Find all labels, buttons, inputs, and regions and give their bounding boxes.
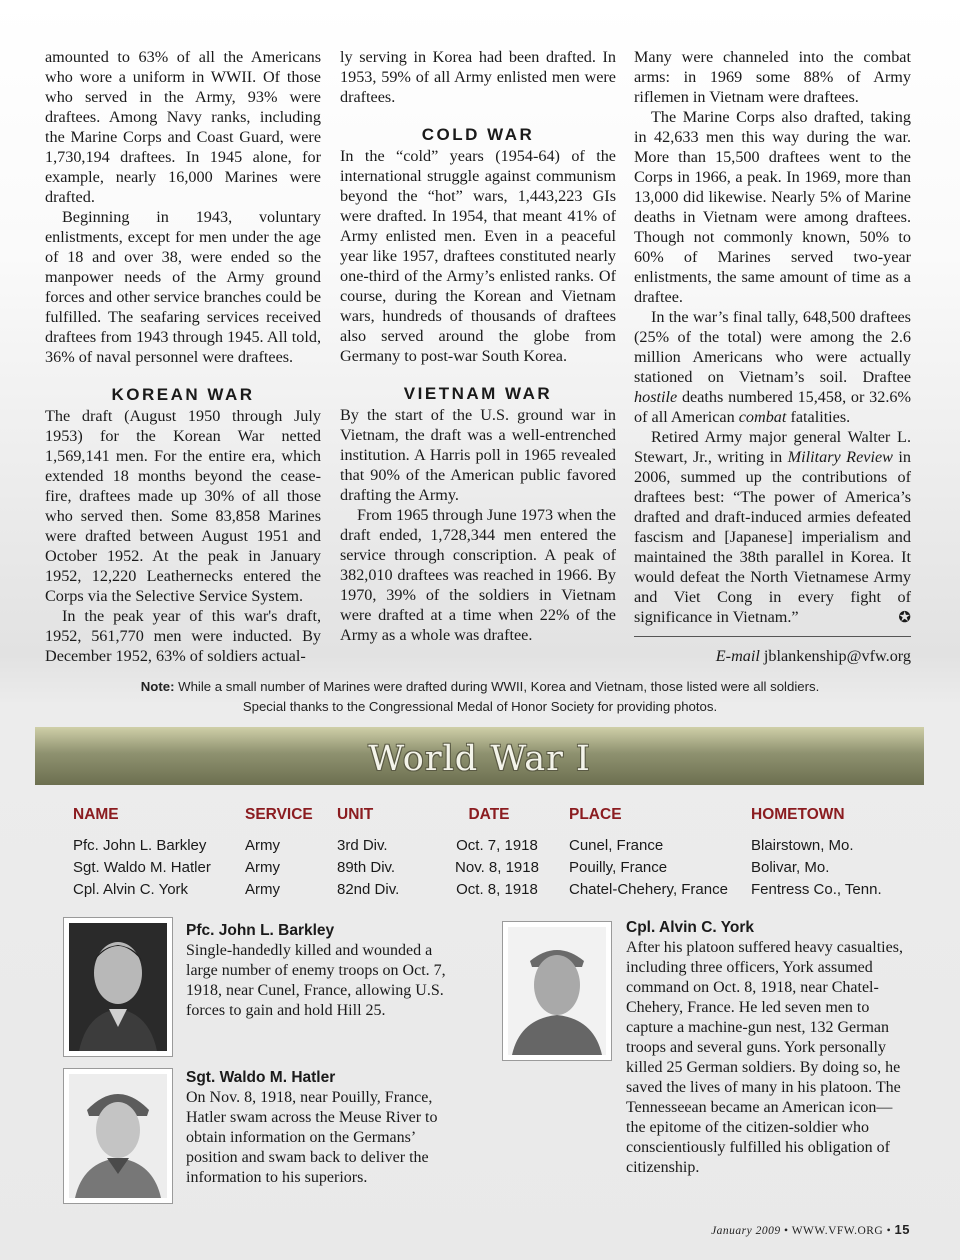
- cell-name: Sgt. Waldo M. Hatler: [73, 859, 211, 876]
- portrait-hatler-image: [69, 1074, 167, 1198]
- bio-name: Cpl. Alvin C. York: [626, 919, 755, 936]
- table-row: [73, 837, 933, 859]
- text-run: fatalities.: [786, 408, 851, 426]
- paragraph: In the “cold” years (1954-64) of the international struggle against communism beyond the “hot” wars, 1,443,223 GIs were drafted. In 1954, that meant 41% of Army enlisted men. Even in a peaceful year like 1957, draftees constituted nearly one-third of the Army’s enlisted ranks. Of course, during the Korean and Vietnam wars, hundreds of thousands of draftees also served around the globe from Germany to post-war South Korea.: [340, 147, 616, 365]
- cell-date: Nov. 8, 1918: [455, 859, 539, 876]
- article-column-2: [340, 47, 616, 645]
- bio-text: On Nov. 8, 1918, near Pouilly, France, Hatler swam across the Meuse River to obtain information on the Germans’ position and swam back to deliver the information to his superiors.: [186, 1089, 438, 1186]
- section-banner: [35, 727, 924, 785]
- column-header-name: NAME: [73, 806, 119, 823]
- paragraph: Beginning in 1943, voluntary enlistments, except for men under the age of 18 and over 38, were ended so the manpower needs of the Army ground forces and other service branches could be fulfilled. The seafaring services received draftees from 1943 through 1945. All told, 36% of naval personnel were draftees.: [45, 208, 321, 366]
- paragraph: [634, 427, 911, 627]
- section-heading-cold-war: COLD WAR: [421, 125, 535, 144]
- page-number: 15: [894, 1222, 910, 1237]
- column-header-unit: UNIT: [337, 806, 374, 823]
- divider: [634, 636, 911, 637]
- paragraph: Many were channeled into the combat arms: in 1969 some 88% of Army riflemen in Vietnam were draftees.: [634, 48, 911, 106]
- section-heading-vietnam-war: VIETNAM WAR: [403, 384, 553, 403]
- article-column-1: [45, 47, 321, 666]
- bio-name: Sgt. Waldo M. Hatler: [186, 1069, 336, 1086]
- bio-name: Pfc. John L. Barkley: [186, 922, 335, 939]
- page-footer: [711, 1222, 910, 1237]
- portrait-hatler: [63, 1068, 173, 1204]
- italic-text: hostile: [634, 388, 678, 406]
- bio-york: [626, 918, 908, 1178]
- note-line-1: [30, 677, 930, 697]
- author-email: [634, 646, 911, 666]
- cell-date: Oct. 8, 1918: [456, 881, 538, 898]
- cell-place: Cunel, France: [569, 837, 664, 854]
- cell-place: Chatel-Chehery, France: [569, 881, 728, 898]
- footer-date: January 2009: [711, 1225, 781, 1237]
- column-header-service: SERVICE: [245, 806, 313, 823]
- cell-unit: 82nd Div.: [337, 881, 400, 898]
- column-header-place: PLACE: [569, 806, 622, 823]
- bio-barkley: [186, 921, 456, 1021]
- bio-hatler: [186, 1068, 456, 1188]
- cell-name: Pfc. John L. Barkley: [73, 837, 207, 854]
- roster-table: [73, 803, 933, 903]
- footer-site: WWW.VFW.ORG: [791, 1225, 884, 1237]
- section-heading-korean-war: KOREAN WAR: [111, 385, 255, 404]
- cell-service: Army: [245, 881, 280, 898]
- portrait-barkley: [63, 917, 173, 1057]
- text-run: In the war’s final tally, 648,500 draftees (25% of the total) were among the 2.6 million Americans who were actually stationed on Vietnam’s soil. Draftee: [634, 308, 911, 386]
- bio-text: Single-handedly killed and wounded a large number of enemy troops on Oct. 7, 1918, near Cunel, France, allowing U.S. forces to gain and hold Hill 25.: [186, 942, 446, 1019]
- bio-text: After his platoon suffered heavy casualties, including three officers, York assumed command on Oct. 8, 1918, near Chatel-Chehery, France. He led seven men to capture a machine-gun nest, 132 German troops and several guns. York personally killed 25 German soldiers. By doing so, he saved the lives of many in his platoon. The Tennesseean became an American icon—the epitome of the citizen-soldier who conscientiously fulfilled his obligation of citizenship.: [626, 939, 903, 1176]
- cell-hometown: Bolivar, Mo.: [751, 859, 830, 876]
- section-title: World War I: [368, 739, 591, 779]
- paragraph: By the start of the U.S. ground war in Vietnam, the draft was a well-entrenched institution. A Harris poll in 1965 revealed that 90% of the American public favored drafting the Army.: [340, 406, 616, 504]
- email-address[interactable]: jblankenship@vfw.org: [763, 647, 911, 665]
- note: [30, 677, 930, 717]
- table-row: [73, 859, 933, 881]
- text-run: Retired Army major general Walter L. Stewart, Jr., writing in: [634, 428, 911, 466]
- cell-place: Pouilly, France: [569, 859, 668, 876]
- cell-name: Cpl. Alvin C. York: [73, 881, 189, 898]
- email-label: E-mail: [715, 647, 760, 665]
- text-run: deaths numbered 15,458, or 32.6% of all American: [634, 388, 911, 426]
- footer-separator: •: [780, 1225, 792, 1237]
- article-column-3: [634, 47, 911, 666]
- footer-separator: •: [883, 1225, 895, 1237]
- paragraph: In the peak year of this war's draft, 1952, 561,770 men were inducted. By December 1952, 63% of soldiers actual-: [45, 607, 321, 665]
- paragraph: amounted to 63% of all the Americans who wore a uniform in WWII. Of those who served in the Army, 93% were draftees. Among Navy ranks, including the Marine Corps and Coast Guard, were 1,730,194 draftees. In 1945 alone, for example, nearly 16,000 Marines were drafted.: [45, 48, 321, 206]
- cell-unit: 89th Div.: [337, 859, 396, 876]
- note-text: While a small number of Marines were drafted during WWII, Korea and Vietnam, those listed were all soldiers.: [174, 679, 820, 694]
- paragraph: The draft (August 1950 through July 1953) for the Korean War netted 1,569,141 men. For the entire era, which extended 18 months beyond the cease-fire, draftees made up 30% of all those who served then. Some 83,858 Marines were drafted between August 1951 and October 1952. At the peak in January 1952, 12,220 Leathernecks entered the Corps via the Selective Service System.: [45, 407, 321, 605]
- note-line-2: Special thanks to the Congressional Medal of Honor Society for providing photos.: [242, 699, 718, 714]
- italic-text: combat: [738, 408, 787, 426]
- paragraph: ly serving in Korea had been drafted. In 1953, 59% of all Army enlisted men were draftees.: [340, 48, 616, 106]
- end-star-icon: ✪: [898, 608, 911, 626]
- cell-service: Army: [245, 859, 280, 876]
- cell-hometown: Fentress Co., Tenn.: [751, 881, 882, 898]
- cell-hometown: Blairstown, Mo.: [751, 837, 854, 854]
- text-run: in 2006, summed up the contributions of draftees best: “The power of America’s drafted and draft-induced armies defeated fascism and [Japanese] imperialism and maintained the 38th parallel in Korea. It would defeat the North Vietnamese Army and Viet Cong in every fight of significance in Vietnam.”: [634, 448, 911, 626]
- cell-unit: 3rd Div.: [337, 837, 388, 854]
- portrait-york: [502, 921, 612, 1061]
- cell-service: Army: [245, 837, 280, 854]
- portrait-york-image: [508, 927, 606, 1055]
- paragraph: The Marine Corps also drafted, taking in 42,633 men this way during the war. More than 15,500 draftees went to the Corps in 1966, a peak. In 1969, more than 13,000 did likewise. Nearly 5% of Marine deaths in Vietnam were among draftees. Though not commonly known, 50% to 60% of Marines served two-year enlistments, the same amount of time as a draftee.: [634, 108, 911, 306]
- cell-date: Oct. 7, 1918: [456, 837, 538, 854]
- paragraph: From 1965 through June 1973 when the draft ended, 1,728,344 men entered the service through conscription. A peak of 382,010 draftees was reached in 1966. By 1970, 39% of the soldiers in Vietnam were drafted at a time when 22% of the Army as a whole was draftee.: [340, 506, 616, 644]
- paragraph: [634, 307, 911, 427]
- note-label: Note:: [140, 679, 175, 694]
- column-header-date: DATE: [468, 806, 510, 823]
- italic-text: Military Review: [787, 448, 893, 466]
- table-row: [73, 881, 933, 903]
- column-header-hometown: HOMETOWN: [751, 806, 845, 823]
- portrait-barkley-image: [69, 923, 167, 1051]
- table-header: [73, 803, 933, 837]
